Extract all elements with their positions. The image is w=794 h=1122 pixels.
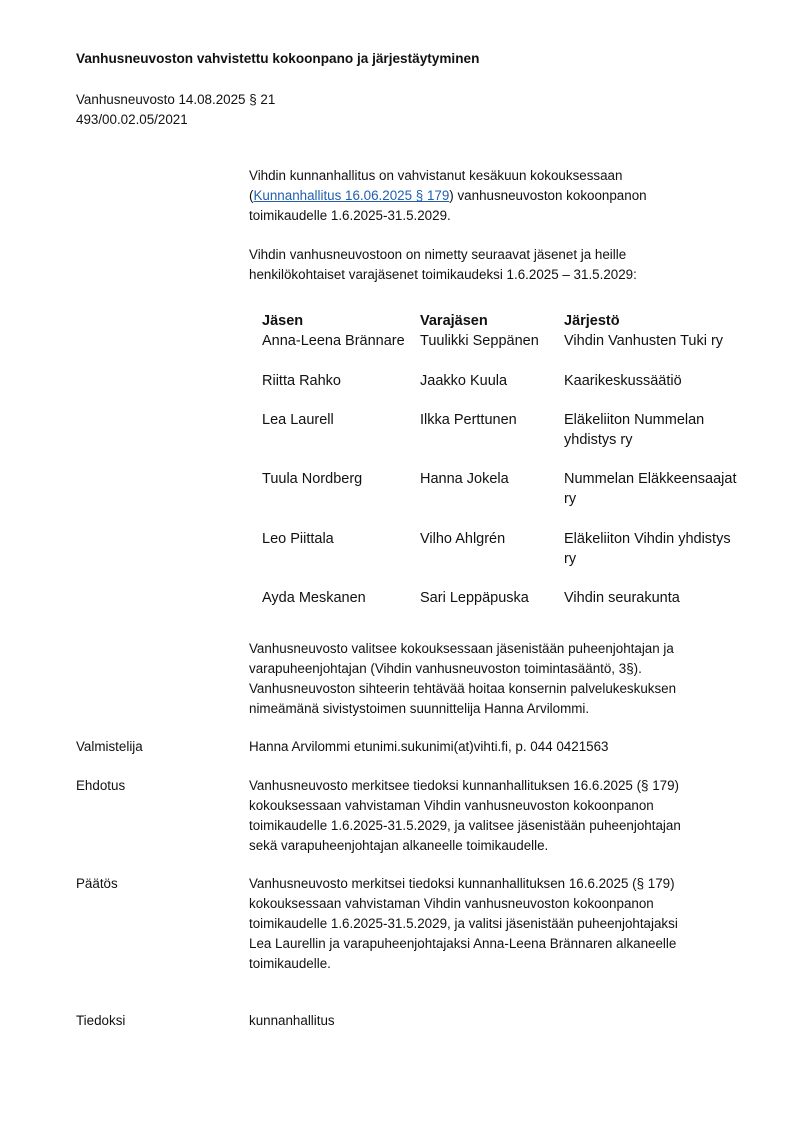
members-intro-line-2: henkilökohtaiset varajäsenet toimikaudeksi 1.6.2025 – 31.5.2029: <box>249 267 637 282</box>
proposal-line-2: kokouksessaan vahvistaman Vihdin vanhusneuvoston kokoonpanon <box>249 798 654 813</box>
intro-line-1: Vihdin kunnanhallitus on vahvistanut kesäkuun kokouksessaan <box>249 168 623 183</box>
preparer-value: Hanna Arvilommi etunimi.sukunimi(at)vihti.fi, p. 044 0421563 <box>249 739 609 754</box>
document-title: Vanhusneuvoston vahvistettu kokoonpano ja järjestäytyminen <box>76 51 480 66</box>
table-cell-deputy: Ilkka Perttunen <box>420 412 517 428</box>
proposal-label: Ehdotus <box>76 778 126 793</box>
table-cell-deputy: Sari Leppäpuska <box>420 590 529 606</box>
table-cell-member: Anna-Leena Brännare <box>262 333 405 349</box>
board-decision-link[interactable]: Kunnanhallitus 16.06.2025 § 179 <box>253 188 450 203</box>
case-number: 493/00.02.05/2021 <box>76 112 188 127</box>
members-intro-paragraph <box>249 245 739 285</box>
decision-text <box>249 874 739 974</box>
chair-line-3: Vanhusneuvoston sihteerin tehtävää hoitaa konsernin palvelukeskuksen <box>249 681 677 696</box>
decision-line-1: Vanhusneuvosto merkitsei tiedoksi kunnanhallituksen 16.6.2025 (§ 179) <box>249 876 675 891</box>
table-cell-deputy: Tuulikki Seppänen <box>420 333 539 349</box>
table-cell-organization: Vihdin Vanhusten Tuki ry <box>564 333 724 349</box>
table-cell-deputy: Jaakko Kuula <box>420 373 508 389</box>
decision-line-4: Lea Laurellin ja varapuheenjohtajaksi Anna-Leena Brännaren alkaneelle <box>249 936 677 951</box>
table-cell-organization: Eläkeliiton Vihdin yhdistys ry <box>564 531 731 567</box>
intro-line-2-rest: ) vanhusneuvoston kokoonpanon <box>449 188 647 203</box>
preparer-label: Valmistelija <box>76 739 143 754</box>
table-cell-member: Leo Piittala <box>262 531 334 547</box>
notice-value: kunnanhallitus <box>249 1013 335 1028</box>
proposal-line-3: toimikaudelle 1.6.2025-31.5.2029, ja valitsee jäsenistään puheenjohtajan <box>249 818 681 833</box>
decision-label: Päätös <box>76 876 118 891</box>
table-cell-organization: Vihdin seurakunta <box>564 590 680 606</box>
chair-line-1: Vanhusneuvosto valitsee kokouksessaan jäsenistään puheenjohtajan ja <box>249 641 674 656</box>
table-header-deputy: Varajäsen <box>420 313 488 329</box>
table-cell-deputy: Vilho Ahlgrén <box>420 531 506 547</box>
table-cell-member: Ayda Meskanen <box>262 590 366 606</box>
table-cell-deputy: Hanna Jokela <box>420 471 509 487</box>
paren-open: ( <box>249 188 254 203</box>
table-header-member: Jäsen <box>262 313 304 329</box>
table-cell-member: Riitta Rahko <box>262 373 341 389</box>
meeting-reference: Vanhusneuvosto 14.08.2025 § 21 <box>76 92 276 107</box>
decision-line-5: toimikaudelle. <box>249 956 331 971</box>
proposal-text <box>249 776 739 856</box>
table-cell-member: Tuula Nordberg <box>262 471 363 487</box>
proposal-line-1: Vanhusneuvosto merkitsee tiedoksi kunnanhallituksen 16.6.2025 (§ 179) <box>249 778 680 793</box>
members-intro-line-1: Vihdin vanhusneuvostoon on nimetty seuraavat jäsenet ja heille <box>249 247 627 262</box>
intro-line-2 <box>249 186 739 206</box>
intro-line-3: toimikaudelle 1.6.2025-31.5.2029. <box>249 208 451 223</box>
intro-paragraph <box>249 166 739 226</box>
table-cell-organization: Kaarikeskussäätiö <box>564 373 682 389</box>
table-cell-member: Lea Laurell <box>262 412 334 428</box>
chair-paragraph <box>249 639 739 719</box>
proposal-line-4: sekä varapuheenjohtajan alkaneelle toimikaudelle. <box>249 838 549 853</box>
table-header-organization: Järjestö <box>564 313 620 329</box>
decision-line-3: toimikaudelle 1.6.2025-31.5.2029, ja valitsi jäsenistään puheenjohtajaksi <box>249 916 678 931</box>
table-cell-organization: Eläkeliiton Nummelan yhdistys ry <box>564 412 705 448</box>
decision-line-2: kokouksessaan vahvistaman Vihdin vanhusneuvoston kokoonpanon <box>249 896 654 911</box>
notice-label: Tiedoksi <box>76 1013 126 1028</box>
chair-line-4: nimeämänä sivistystoimen suunnittelija Hanna Arvilommi. <box>249 701 590 716</box>
chair-line-2: varapuheenjohtajan (Vihdin vanhusneuvoston toimintasääntö, 3§). <box>249 661 642 676</box>
meeting-meta <box>76 90 275 130</box>
table-cell-organization: Nummelan Eläkkeensaajat ry <box>564 471 737 507</box>
